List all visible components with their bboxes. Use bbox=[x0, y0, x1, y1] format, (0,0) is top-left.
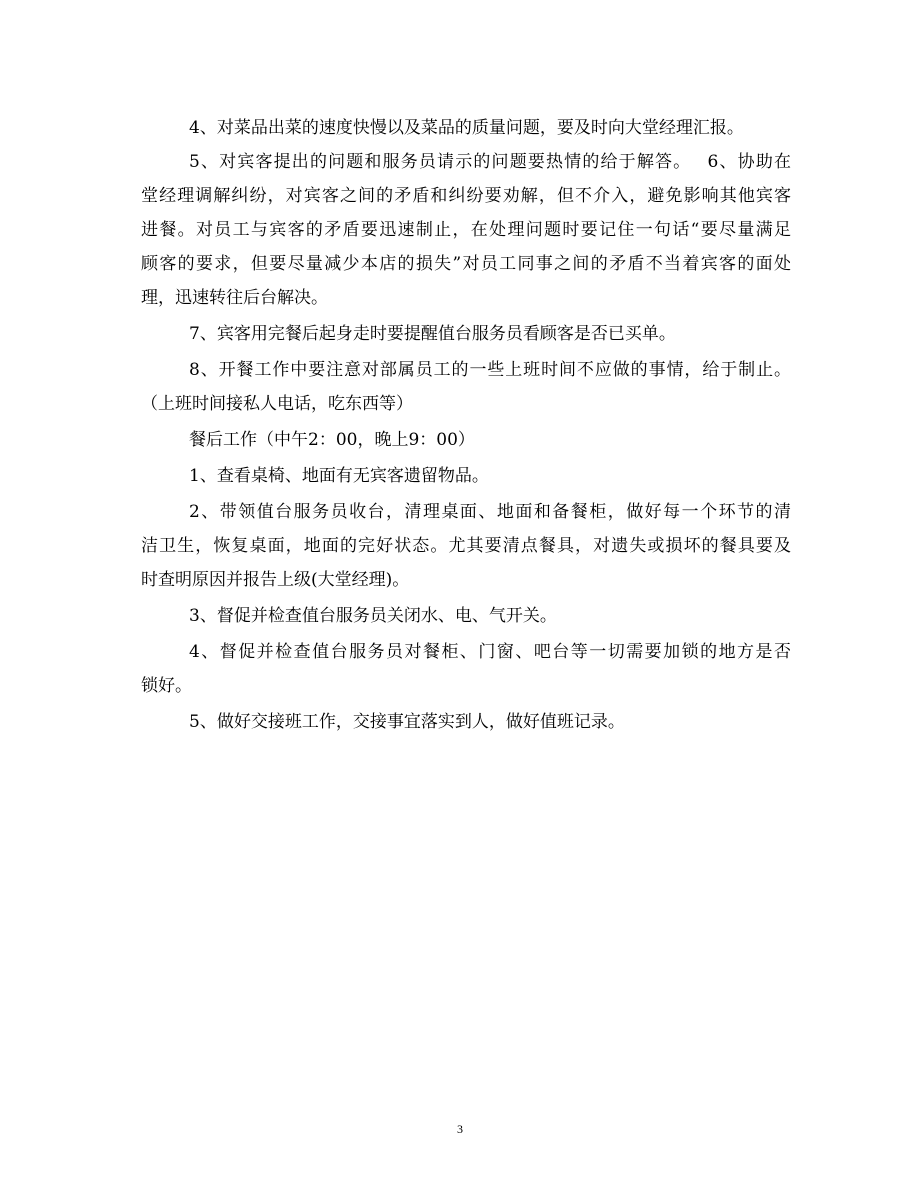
paragraph-line: 8、开餐工作中要注意对部属员工的一些上班时间不应做的事情，给于制止。 bbox=[189, 360, 791, 380]
paragraph-line: 理，迅速转往后台解决。 bbox=[141, 288, 328, 308]
paragraph-line: 5、对宾客提出的问题和服务员请示的问题要热情的给于解答。 6、协助在 bbox=[189, 152, 791, 172]
paragraph-line: 洁卫生，恢复桌面，地面的完好状态。尤其要清点餐具，对遗失或损坏的餐具要及 bbox=[141, 536, 791, 556]
page-number: 3 bbox=[457, 1122, 463, 1136]
paragraph-line: 4、对菜品出菜的速度快慢以及菜品的质量问题，要及时向大堂经理汇报。 bbox=[189, 118, 744, 138]
paragraph-line: 顾客的要求，但要尽量减少本店的损失”对员工同事之间的矛盾不当着宾客的面处 bbox=[141, 254, 791, 274]
paragraph-line: 堂经理调解纠纷，对宾客之间的矛盾和纠纷要劝解，但不介入，避免影响其他宾客 bbox=[141, 186, 791, 206]
paragraph-line: 3、督促并检查值台服务员关闭水、电、气开关。 bbox=[189, 606, 557, 626]
paragraph-line: 4、督促并检查值台服务员对餐柜、门窗、吧台等一切需要加锁的地方是否 bbox=[189, 642, 791, 662]
paragraph-line: 进餐。对员工与宾客的矛盾要迅速制止，在处理问题时要记住一句话“要尽量满足 bbox=[141, 220, 791, 240]
paragraph-line: 7、宾客用完餐后起身走时要提醒值台服务员看顾客是否已买单。 bbox=[189, 324, 676, 344]
paragraph-line: 1、查看桌椅、地面有无宾客遗留物品。 bbox=[189, 466, 489, 486]
section-heading: 餐后工作（中午2：00，晚上9：00） bbox=[189, 430, 475, 450]
paragraph-line: 锁好。 bbox=[141, 676, 192, 696]
paragraph-line: （上班时间接私人电话，吃东西等） bbox=[141, 394, 413, 414]
paragraph-line: 2、带领值台服务员收台，清理桌面、地面和备餐柜，做好每一个环节的清 bbox=[189, 502, 791, 522]
paragraph-line: 时查明原因并报告上级(大堂经理)。 bbox=[141, 570, 410, 590]
paragraph-line: 5、做好交接班工作，交接事宜落实到人，做好值班记录。 bbox=[189, 712, 625, 732]
